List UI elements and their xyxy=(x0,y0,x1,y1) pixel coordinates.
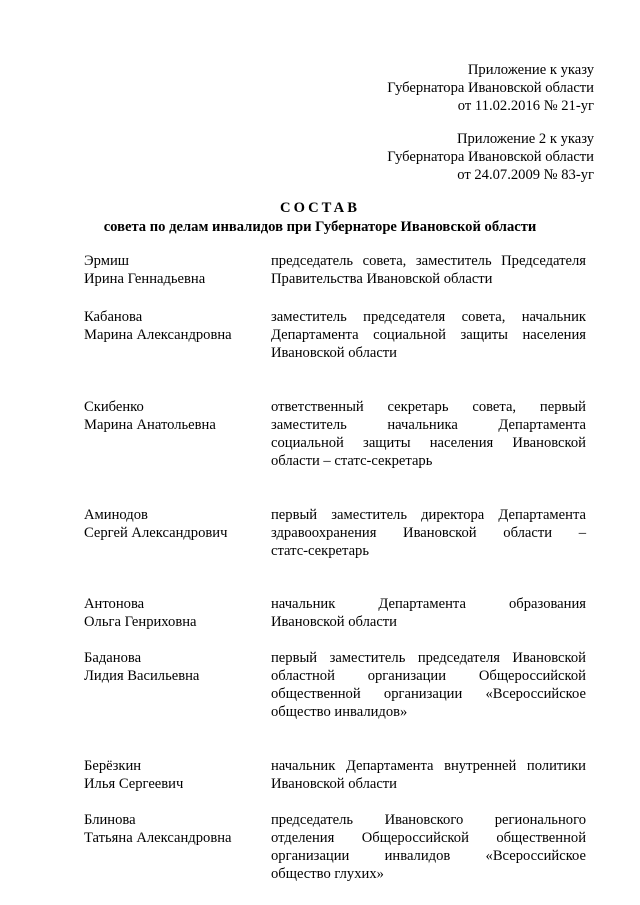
member-given-names: Ольга Генриховна xyxy=(84,614,197,630)
member-role-line: областной организации Общероссийской xyxy=(271,668,586,684)
member-role-line: Ивановской области xyxy=(271,776,397,792)
member-surname: Берёзкин xyxy=(84,758,142,774)
member-role-line: председатель Ивановского регионального xyxy=(271,812,586,828)
member-role-line: области – статс-секретарь xyxy=(271,453,433,469)
member-role-line: заместитель председателя совета, начальник xyxy=(271,309,586,325)
members-list xyxy=(84,252,586,883)
member-given-names: Татьяна Александровна xyxy=(84,830,232,846)
member-name xyxy=(84,252,271,288)
member-role-line: Ивановской области xyxy=(271,614,397,630)
member-role xyxy=(271,398,586,470)
member-name xyxy=(84,595,271,631)
attachment-line: Губернатора Ивановской области xyxy=(387,80,594,96)
member-name xyxy=(84,398,271,470)
member-given-names: Сергей Александрович xyxy=(84,525,228,541)
member-surname: Антонова xyxy=(84,596,145,612)
member-role-line: Ивановской области xyxy=(271,345,397,361)
member-surname: Баданова xyxy=(84,650,142,666)
member-role-line: первый заместитель председателя Ивановской xyxy=(271,650,586,666)
member-role-line: статс-секретарь xyxy=(271,543,370,559)
member-role-line: ответственный секретарь совета, первый xyxy=(271,399,586,415)
attachment-header-2 xyxy=(387,130,594,184)
attachment-line: Приложение к указу xyxy=(467,62,594,78)
member-role-line: общество инвалидов» xyxy=(271,704,408,720)
member-role-line: заместитель начальника Департамента xyxy=(271,417,586,433)
member-role-line: первый заместитель директора Департамента xyxy=(271,507,586,523)
document-title: СОСТАВ xyxy=(280,200,360,216)
member-role-line: Правительства Ивановской области xyxy=(271,271,493,287)
member-role-line: организации инвалидов «Всероссийское xyxy=(271,848,586,864)
member-row xyxy=(84,506,586,560)
member-given-names: Ирина Геннадьевна xyxy=(84,271,206,287)
member-role-line: общество глухих» xyxy=(271,866,384,882)
member-role-line: начальник Департамента образования xyxy=(271,596,586,612)
attachment-line: Приложение 2 к указу xyxy=(456,131,594,147)
member-given-names: Марина Александровна xyxy=(84,327,232,343)
member-row xyxy=(84,398,586,470)
member-row xyxy=(84,757,586,793)
member-role xyxy=(271,595,586,631)
member-name xyxy=(84,649,271,721)
member-role xyxy=(271,308,586,362)
member-role xyxy=(271,506,586,560)
member-surname: Блинова xyxy=(84,812,136,828)
member-role xyxy=(271,649,586,721)
member-role xyxy=(271,252,586,288)
document-subtitle: совета по делам инвалидов при Губернаторе Ивановской области xyxy=(103,219,537,235)
member-role-line: общественной организации «Всероссийское xyxy=(271,686,586,702)
member-role xyxy=(271,811,586,883)
member-role-line: здравоохранения Ивановской области – xyxy=(271,525,586,541)
attachment-line: от 11.02.2016 № 21-уг xyxy=(457,98,594,114)
member-given-names: Марина Анатольевна xyxy=(84,417,216,433)
member-name xyxy=(84,757,271,793)
member-surname: Кабанова xyxy=(84,309,143,325)
member-given-names: Илья Сергеевич xyxy=(84,776,184,792)
member-role-line: социальной защиты населения Ивановской xyxy=(271,435,586,451)
member-surname: Аминодов xyxy=(84,507,148,523)
member-name xyxy=(84,308,271,362)
member-row xyxy=(84,308,586,362)
member-role-line: начальник Департамента внутренней политики xyxy=(271,758,586,774)
attachment-line: Губернатора Ивановской области xyxy=(387,149,594,165)
member-given-names: Лидия Васильевна xyxy=(84,668,200,684)
member-role xyxy=(271,757,586,793)
attachment-header-1 xyxy=(387,61,594,115)
member-row xyxy=(84,252,586,288)
member-name xyxy=(84,811,271,883)
member-row xyxy=(84,595,586,631)
member-surname: Эрмиш xyxy=(84,253,129,269)
member-role-line: Департамента социальной защиты населения xyxy=(271,327,586,343)
attachment-line: от 24.07.2009 № 83-уг xyxy=(457,167,594,183)
member-role-line: отделения Общероссийской общественной xyxy=(271,830,586,846)
member-name xyxy=(84,506,271,560)
member-surname: Скибенко xyxy=(84,399,144,415)
member-row xyxy=(84,649,586,721)
member-role-line: председатель совета, заместитель Председателя xyxy=(271,253,586,269)
member-row xyxy=(84,811,586,883)
